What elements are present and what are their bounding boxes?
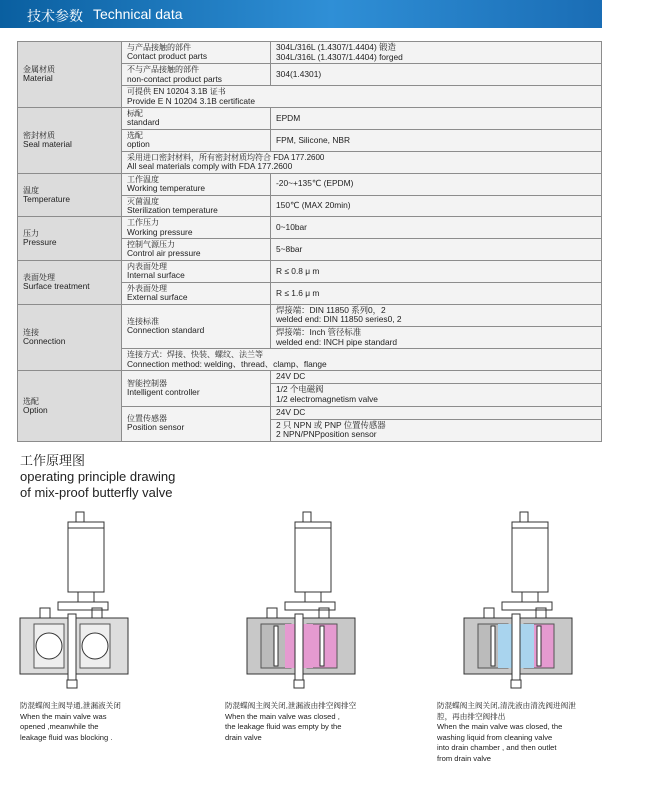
- connection-inch-value: 焊接端：Inch 管径标准 welded end: INCH pipe standard: [271, 327, 602, 349]
- section-header: [0, 0, 602, 28]
- pressure-control-label: 控制气源压力 Control air pressure: [122, 239, 271, 261]
- material-noncontact-label: 不与产品接触的部件 non-contact product parts: [122, 64, 271, 86]
- category-option: 选配 Option: [18, 371, 122, 442]
- seal-option-label: 选配 option: [122, 130, 271, 152]
- surface-internal-label: 内表面处理 Internal surface: [122, 261, 271, 283]
- valve-diagram-closed-draining: [245, 510, 357, 690]
- header-title-cn: 技术参数: [27, 8, 83, 24]
- valve-diagram-open: [18, 510, 130, 690]
- category-material: 金属材质 Material: [18, 42, 122, 108]
- category-temperature: 温度 Temperature: [18, 173, 122, 217]
- seal-standard-value: EPDM: [271, 108, 602, 130]
- connection-standard-label: 连接标准 Connection standard: [122, 304, 271, 349]
- valve-diagram-closed-washing: [462, 510, 574, 690]
- material-noncontact-value: 304(1.4301): [271, 64, 602, 86]
- temperature-sterilization-value: 150℃ (MAX 20min): [271, 195, 602, 217]
- caption-closed-draining: 防混蝶阀主阀关闭,泄漏液由排空阀排空 When the main valve was closed , the leakage fluid was empty by the drain valve: [225, 701, 357, 742]
- material-certificate: 可提供 EN 10204 3.1B 证书 Provide E N 10204 3.1B certificate: [122, 86, 602, 108]
- temperature-working-label: 工作温度 Working temperature: [122, 173, 271, 195]
- surface-internal-value: R ≤ 0.8 μ m: [271, 261, 602, 283]
- category-surface: 表面处理 Surface treatment: [18, 261, 122, 305]
- option-sensor-type: 2 只 NPN 或 PNP 位置传感器 2 NPN/PNPposition sensor: [271, 419, 602, 441]
- category-pressure: 压力 Pressure: [18, 217, 122, 261]
- material-contact-label: 与产品接触的部件 Contact product parts: [122, 42, 271, 64]
- pressure-working-value: 0~10bar: [271, 217, 602, 239]
- principle-title: 工作原理图 operating principle drawing of mix-proof butterfly valve: [20, 453, 176, 500]
- option-controller-valve: 1/2 个电磁阀 1/2 electromagnetism valve: [271, 384, 602, 406]
- caption-closed-washing: 防混蝶阀主阀关闭,清洗液由清洗阀进阀泄 腔，再由排空阀排出 When the main valve was closed, the washing liquid from cleaning valve into drain chamber , and then outlet from drain valve: [437, 701, 576, 763]
- seal-standard-label: 标配 standard: [122, 108, 271, 130]
- technical-data-table: [17, 41, 602, 442]
- header-title-en: Technical data: [93, 6, 183, 22]
- pressure-control-value: 5~8bar: [271, 239, 602, 261]
- category-seal: 密封材质 Seal material: [18, 108, 122, 174]
- temperature-working-value: -20~+135℃ (EPDM): [271, 173, 602, 195]
- option-controller-voltage: 24V DC: [271, 371, 602, 384]
- option-controller-label: 智能控制器 Intelligent controller: [122, 371, 271, 406]
- seal-option-value: FPM, Silicone, NBR: [271, 130, 602, 152]
- option-sensor-label: 位置传感器 Position sensor: [122, 406, 271, 441]
- connection-method: 连接方式：焊接、快装、螺纹、法兰等 Connection method: welding、thread、clamp、flange: [122, 349, 602, 371]
- surface-external-label: 外表面处理 External surface: [122, 282, 271, 304]
- category-connection: 连接 Connection: [18, 304, 122, 370]
- connection-din-value: 焊接端：DIN 11850 系列0，2 welded end: DIN 11850 series0, 2: [271, 304, 602, 326]
- temperature-sterilization-label: 灭菌温度 Sterilization temperature: [122, 195, 271, 217]
- option-sensor-voltage: 24V DC: [271, 406, 602, 419]
- caption-open: 防混蝶阀主阀导通,泄漏液关闭 When the main valve was opened ,meanwhile the leakage fluid was blocking .: [20, 701, 121, 742]
- material-contact-value: 304L/316L (1.4307/1.4404) 锻造 304L/316L (1.4307/1.4404) forged: [271, 42, 602, 64]
- pressure-working-label: 工作压力 Working pressure: [122, 217, 271, 239]
- surface-external-value: R ≤ 1.6 μ m: [271, 282, 602, 304]
- seal-fda-note: 采用进口密封材料，所有密封材质均符合 FDA 177.2600 All seal materials comply with FDA 177.2600: [122, 151, 602, 173]
